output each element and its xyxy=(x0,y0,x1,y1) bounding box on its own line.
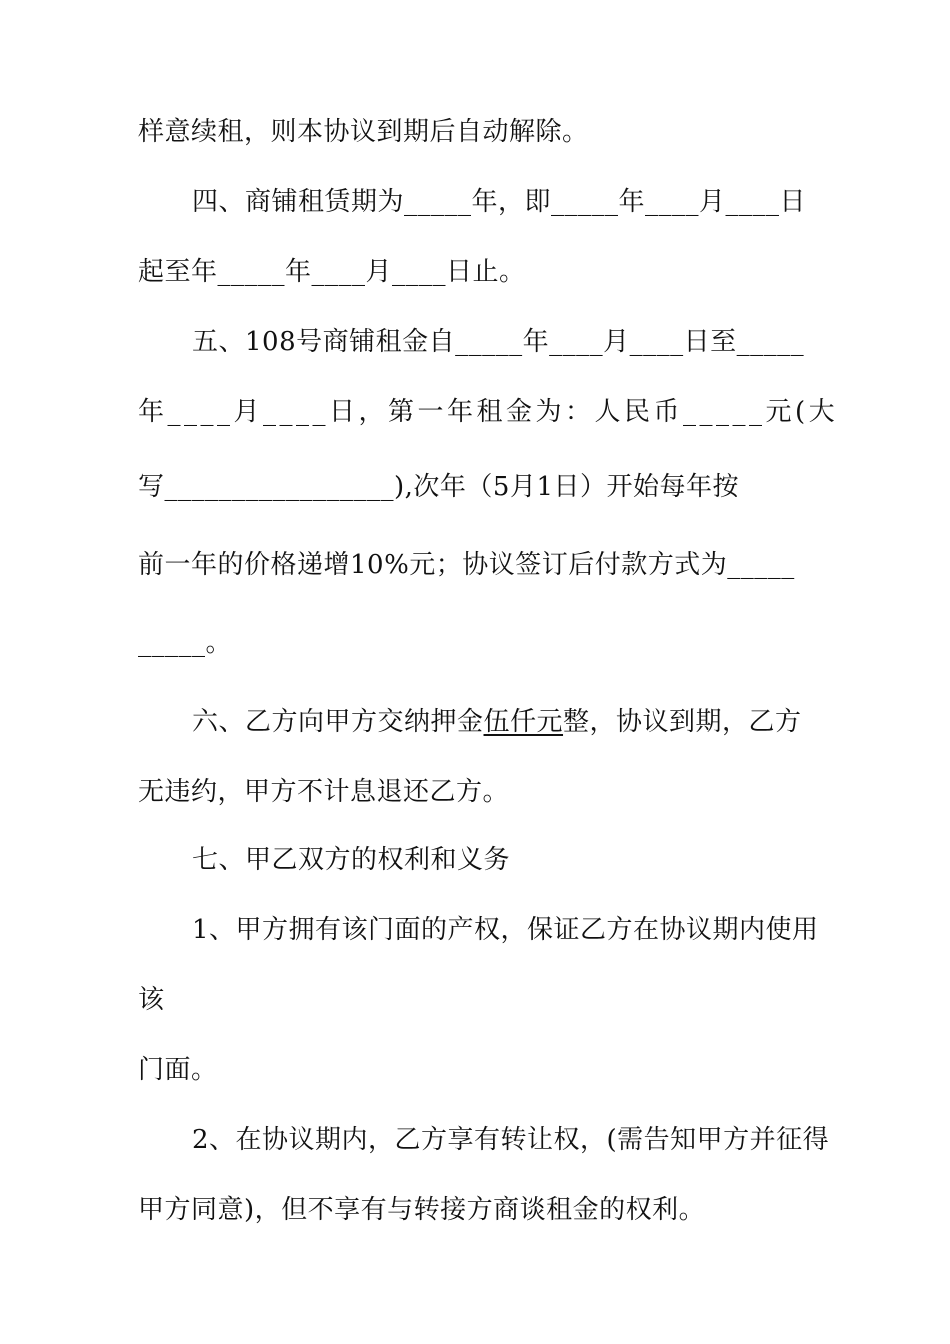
clause-5-line-4: 前一年的价格递增10%元；协议签订后付款方式为_____ xyxy=(138,550,795,580)
paragraph-line: 样意续租，则本协议到期后自动解除。 xyxy=(138,117,589,147)
clause-7-item-2-line-2: 甲方同意)，但不享有与转接方商谈租金的权利。 xyxy=(138,1195,706,1225)
clause-7-item-1-line-3: 门面。 xyxy=(138,1055,218,1085)
clause-6-line-1 xyxy=(192,706,802,738)
clause-6-line-2: 无违约，甲方不计息退还乙方。 xyxy=(138,777,510,807)
deposit-amount: 伍仟元 xyxy=(483,707,564,737)
clause-7-heading: 七、甲乙双方的权利和义务 xyxy=(192,845,511,875)
clause-7-item-1-line-2: 该 xyxy=(138,985,165,1015)
clause-4-line-1: 四、商铺租赁期为_____年，即_____年____月____日 xyxy=(192,187,807,217)
clause-5-line-3: 写_________________),次年（5月1日）开始每年按 xyxy=(138,472,739,502)
deposit-text-after: 整，协议到期，乙方 xyxy=(563,707,802,737)
clause-5-line-1: 五、108号商铺租金自_____年____月____日至_____ xyxy=(192,327,805,357)
deposit-text-before: 六、乙方向甲方交纳押金 xyxy=(192,707,484,737)
clause-5-line-5: _____。 xyxy=(138,628,233,658)
clause-7-item-1-line-1: 1、甲方拥有该门面的产权，保证乙方在协议期内使用 xyxy=(192,915,819,945)
clause-4-line-2: 起至年_____年____月____日止。 xyxy=(138,257,526,287)
clause-7-item-2-line-1: 2、在协议期内，乙方享有转让权，(需告知甲方并征得 xyxy=(192,1125,830,1155)
clause-5-line-2: 年____月____日，第一年租金为：人民币_____元(大 xyxy=(138,397,839,427)
